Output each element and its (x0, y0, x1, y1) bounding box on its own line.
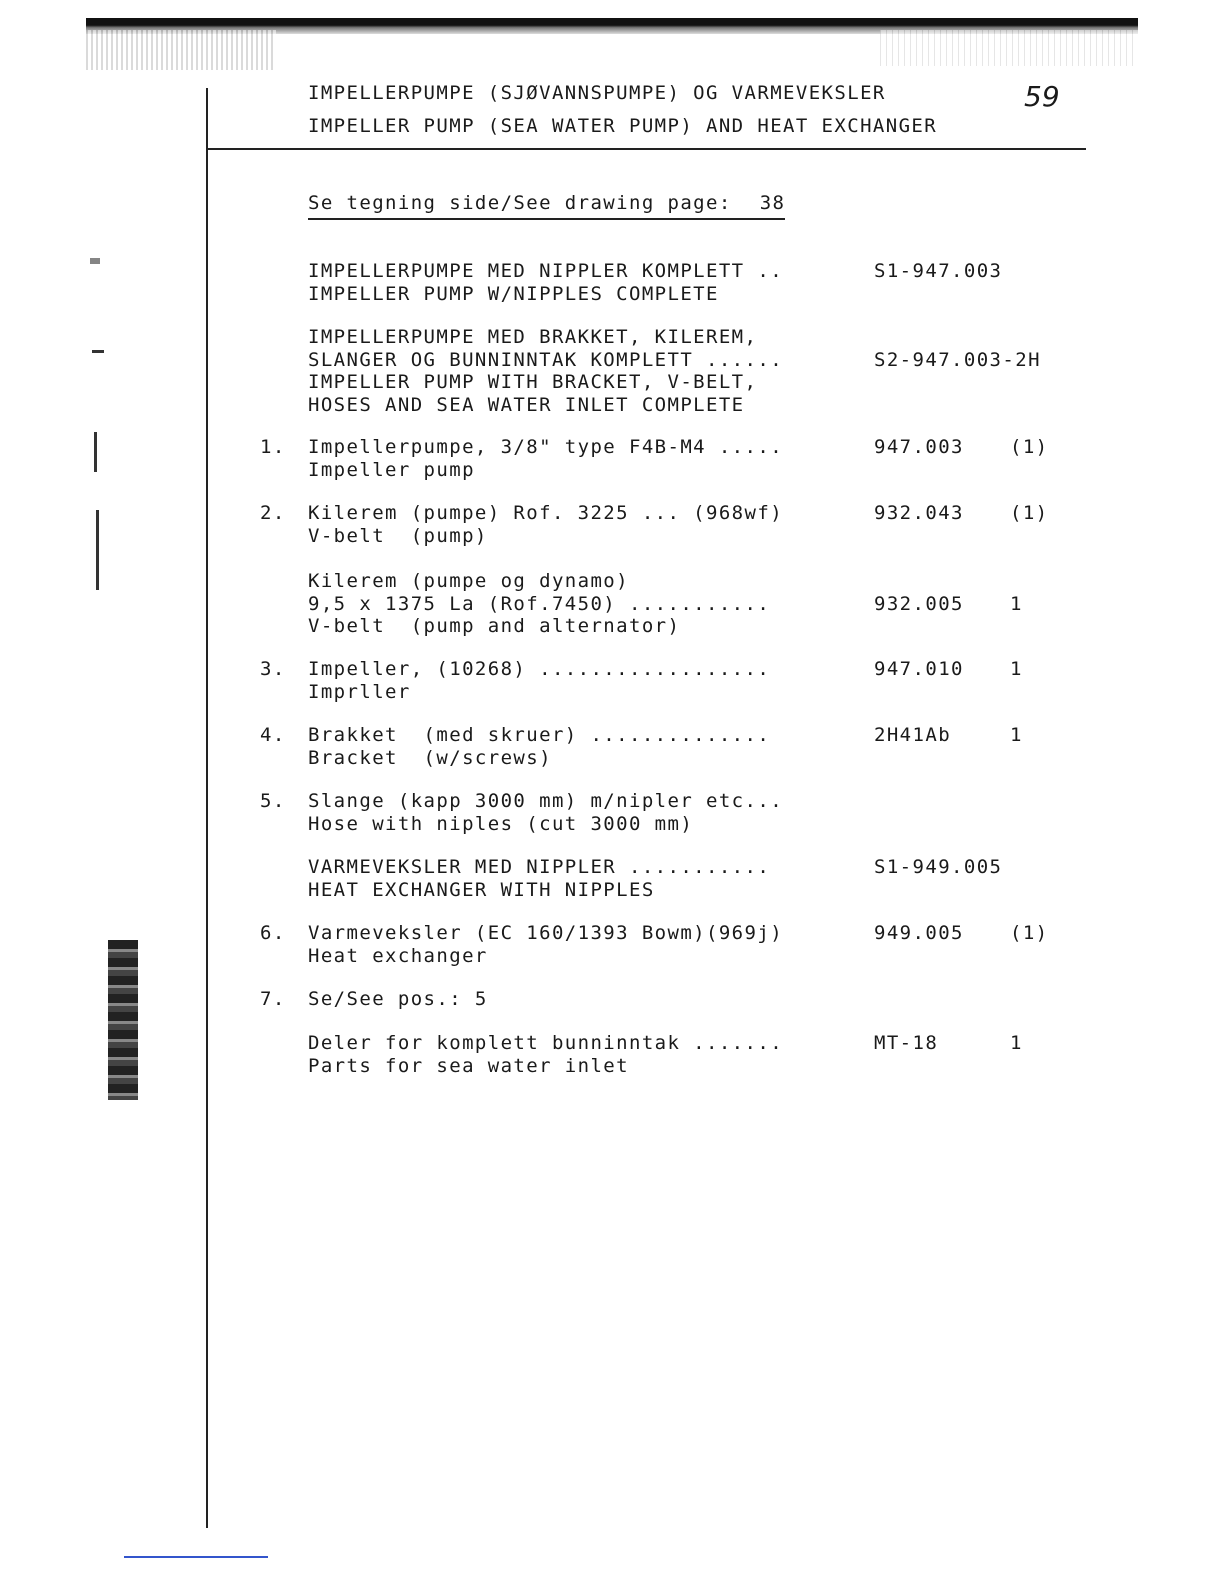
part-number: MT-18 (874, 1032, 939, 1054)
item-description (308, 922, 868, 967)
quantity: (1) (1010, 922, 1049, 944)
item-description (308, 724, 868, 769)
description-line: Hose with niples (cut 3000 mm) (308, 812, 694, 835)
scan-noise-right (880, 30, 1138, 66)
description-line: Brakket (med skruer) .............. (308, 724, 771, 746)
description-line: Parts for sea water inlet (308, 1054, 629, 1077)
part-number: S1-949.005 (874, 856, 1003, 878)
title-english: IMPELLER PUMP (SEA WATER PUMP) AND HEAT EXCHANGER (308, 115, 938, 137)
description-line: Heat exchanger (308, 944, 488, 967)
quantity: 1 (1010, 724, 1023, 746)
binding-marks (108, 940, 138, 1100)
item-description (308, 988, 868, 1011)
item-description (308, 502, 868, 547)
page-number: 59 (1024, 80, 1060, 113)
description-line: IMPELLERPUMPE MED BRAKKET, KILEREM, (308, 326, 758, 348)
description-line: IMPELLER PUMP WITH BRACKET, V-BELT, (308, 371, 758, 393)
quantity: (1) (1010, 502, 1049, 524)
drawing-reference (308, 192, 785, 220)
part-number: 2H41Ab (874, 724, 952, 746)
description-line: Deler for komplett bunninntak ....... (308, 1032, 784, 1054)
description-line: Impellerpumpe, 3/8" type F4B-M4 ..... (308, 436, 784, 458)
part-number: 947.003 (874, 436, 964, 458)
description-line: SLANGER OG BUNNINNTAK KOMPLETT ...... (308, 348, 784, 371)
item-description (308, 436, 868, 481)
item-number: 7. (260, 988, 286, 1010)
item-number: 6. (260, 922, 286, 944)
description-line: Impeller, (10268) .................. (308, 658, 771, 680)
title-norwegian: IMPELLERPUMPE (SJØVANNSPUMPE) OG VARMEVEKSLER (308, 82, 886, 104)
description-line: HEAT EXCHANGER WITH NIPPLES (308, 878, 655, 901)
scan-speck (96, 510, 99, 590)
description-line: Impeller pump (308, 458, 475, 481)
part-number: 932.005 (874, 592, 964, 615)
description-line: Imprller (308, 680, 411, 703)
item-number: 5. (260, 790, 286, 812)
description-line: VARMEVEKSLER MED NIPPLER ........... (308, 856, 771, 878)
item-description (308, 260, 868, 305)
description-line: Kilerem (pumpe og dynamo) (308, 570, 629, 592)
description-line: Slange (kapp 3000 mm) m/nipler etc... (308, 790, 784, 812)
description-line: HOSES AND SEA WATER INLET COMPLETE (308, 393, 745, 416)
item-number: 1. (260, 436, 286, 458)
quantity: (1) (1010, 436, 1049, 458)
item-description (308, 326, 868, 416)
description-line: 9,5 x 1375 La (Rof.7450) ........... (308, 592, 771, 615)
drawing-reference-page: 38 (759, 192, 786, 214)
description-line: Varmeveksler (EC 160/1393 Bowm)(969j) (308, 922, 784, 944)
description-line: Kilerem (pumpe) Rof. 3225 ... (968wf) (308, 502, 784, 524)
part-number: S1-947.003 (874, 260, 1003, 282)
scan-speck (94, 432, 97, 472)
part-number: 947.010 (874, 658, 964, 680)
description-line: IMPELLERPUMPE MED NIPPLER KOMPLETT .. (308, 260, 784, 282)
drawing-reference-label: Se tegning side/See drawing page: (308, 192, 732, 214)
item-number: 4. (260, 724, 286, 746)
item-number: 2. (260, 502, 286, 524)
description-line: V-belt (pump and alternator) (308, 615, 681, 637)
part-number: S2-947.003-2H (874, 348, 1041, 371)
description-line: Bracket (w/screws) (308, 746, 552, 769)
quantity: 1 (1010, 658, 1023, 680)
quantity: 1 (1010, 1032, 1023, 1054)
part-number: 932.043 (874, 502, 964, 524)
description-line: V-belt (pump) (308, 524, 488, 547)
description-line: Se/See pos.: 5 (308, 988, 488, 1010)
item-description (308, 570, 868, 638)
header-rule (206, 148, 1086, 150)
footer-rule (124, 1556, 268, 1558)
item-description (308, 658, 868, 703)
description-line: IMPELLER PUMP W/NIPPLES COMPLETE (308, 282, 719, 305)
item-description (308, 856, 868, 901)
scan-noise-left (86, 30, 276, 70)
part-number: 949.005 (874, 922, 964, 944)
scan-speck (90, 258, 100, 264)
scan-speck (92, 350, 104, 353)
item-description (308, 1032, 868, 1077)
item-number: 3. (260, 658, 286, 680)
left-margin-rule (206, 88, 208, 1528)
item-description (308, 790, 868, 835)
quantity: 1 (1010, 592, 1023, 615)
